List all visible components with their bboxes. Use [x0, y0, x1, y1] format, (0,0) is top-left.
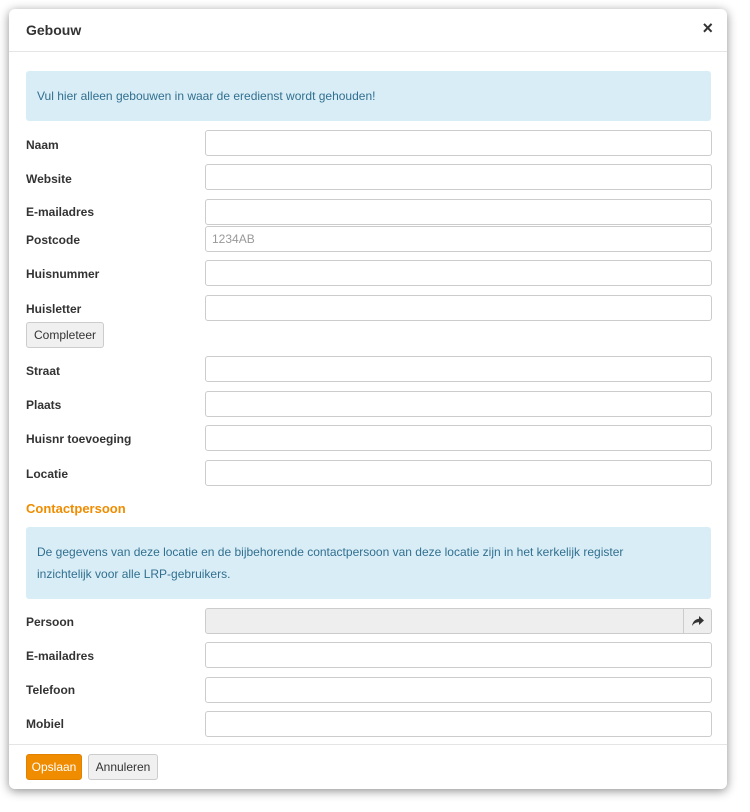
contact-alert-line-2: inzichtelijk voor alle LRP-gebruikers.: [37, 567, 231, 581]
huisletter-input[interactable]: [205, 295, 712, 321]
complete-button[interactable]: Completeer: [26, 322, 104, 348]
huisnr-toevoeging-input[interactable]: [205, 425, 712, 451]
straat-input[interactable]: [205, 356, 712, 382]
contact-emailadres-label: E-mailadres: [26, 649, 95, 663]
huisnummer-label: Huisnummer: [26, 267, 100, 281]
emailadres-label: E-mailadres: [26, 205, 95, 219]
contact-alert-line-1: De gegevens van deze locatie en de bijbehorende contactpersoon van deze locatie zijn in het kerkelijk register: [37, 545, 624, 559]
huisnr-toevoeging-label: Huisnr toevoeging: [26, 432, 132, 446]
close-icon[interactable]: ×: [702, 18, 713, 38]
persoon-select-button[interactable]: [683, 609, 711, 633]
naam-input[interactable]: [205, 130, 712, 156]
plaats-input[interactable]: [205, 391, 712, 417]
contact-section-title: Contactpersoon: [26, 501, 126, 516]
save-button[interactable]: Opslaan: [26, 754, 82, 780]
emailadres-input[interactable]: [205, 199, 712, 225]
plaats-label: Plaats: [26, 398, 62, 412]
huisnummer-input[interactable]: [205, 260, 712, 286]
huisletter-label: Huisletter: [26, 302, 82, 316]
telefoon-input[interactable]: [205, 677, 712, 703]
dialog-footer: [9, 744, 727, 789]
dialog-body: [9, 52, 727, 745]
contact-info-alert: [26, 527, 711, 599]
cancel-button[interactable]: Annuleren: [88, 754, 158, 780]
persoon-field: [205, 608, 712, 634]
building-dialog: [9, 9, 727, 789]
postcode-input[interactable]: [205, 226, 712, 252]
website-input[interactable]: [205, 164, 712, 190]
mobiel-label: Mobiel: [26, 717, 64, 731]
dialog-title: Gebouw: [26, 22, 82, 38]
naam-label: Naam: [26, 138, 59, 152]
persoon-input[interactable]: [206, 609, 683, 633]
dialog-header: [9, 9, 727, 52]
website-label: Website: [26, 172, 72, 186]
locatie-label: Locatie: [26, 467, 69, 481]
straat-label: Straat: [26, 364, 61, 378]
postcode-label: Postcode: [26, 233, 81, 247]
share-arrow-icon: [692, 616, 704, 627]
contact-emailadres-input[interactable]: [205, 642, 712, 668]
persoon-label: Persoon: [26, 615, 75, 629]
locatie-input[interactable]: [205, 460, 712, 486]
info-alert: Vul hier alleen gebouwen in waar de eredienst wordt gehouden!: [26, 71, 711, 121]
mobiel-input[interactable]: [205, 711, 712, 737]
telefoon-label: Telefoon: [26, 683, 76, 697]
